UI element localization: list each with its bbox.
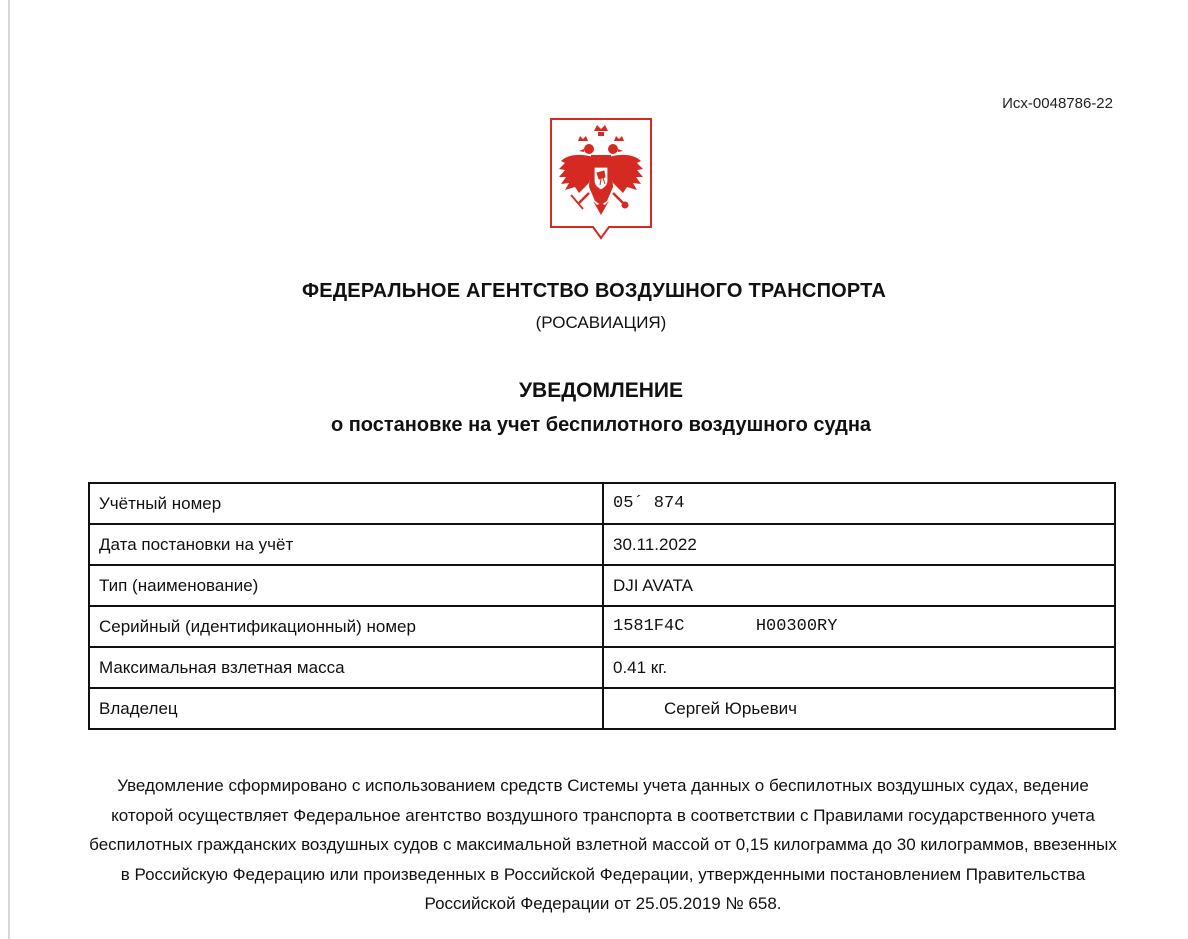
notice-subtitle: о постановке на учет беспилотного воздушного судна — [330, 414, 872, 436]
agency-title: ФЕДЕРАЛЬНОЕ АГЕНТСТВО ВОЗДУШНОГО ТРАНСПОРТА — [302, 280, 886, 302]
table-row — [89, 483, 1115, 524]
max-takeoff-mass-value: 0.41 кг. — [603, 647, 1115, 688]
row-label: Дата постановки на учёт — [89, 524, 603, 565]
table-row — [89, 606, 1115, 647]
aircraft-type-value: DJI AVATA — [603, 565, 1115, 606]
page-edge — [8, 0, 10, 939]
agency-short-name: (РОСАВИАЦИЯ) — [535, 313, 667, 332]
table-row — [89, 524, 1115, 565]
row-label: Учётный номер — [89, 483, 603, 524]
table-row — [89, 688, 1115, 729]
row-label: Тип (наименование) — [89, 565, 603, 606]
serial-number-value: 1581F4C H00300RY — [603, 606, 1115, 647]
document-ref-number: Исх-0048786-22 — [1002, 95, 1113, 112]
row-label: Владелец — [89, 688, 603, 729]
table-row — [89, 647, 1115, 688]
registration-number-value: 05´ 874 — [603, 483, 1115, 524]
footer-notice-text: Уведомление сформировано с использованием средств Системы учета данных о беспилотных воздушных судах, ведение которой осуществляет Федеральное агентство воздушного транспорта в соответствии с Правилами государственного учета беспилотных гражданских воздушных судов с максимальной взлетной массой от 0,15 килограмма до 30 килограммов, ввезенных в Российскую Федерацию или произведенных в Российской Федерации, утвержденными постановлением Правительства Российской Федерации от 25.05.2019 № 658. — [89, 776, 1117, 913]
coat-of-arms-icon — [549, 117, 653, 241]
table-row — [89, 565, 1115, 606]
notice-title: УВЕДОМЛЕНИЕ — [518, 379, 684, 402]
registration-date-value: 30.11.2022 — [603, 524, 1115, 565]
owner-value: Сергей Юрьевич — [603, 688, 1115, 729]
registration-info-table — [88, 482, 1116, 730]
row-label: Максимальная взлетная масса — [89, 647, 603, 688]
row-label: Серийный (идентификационный) номер — [89, 606, 603, 647]
